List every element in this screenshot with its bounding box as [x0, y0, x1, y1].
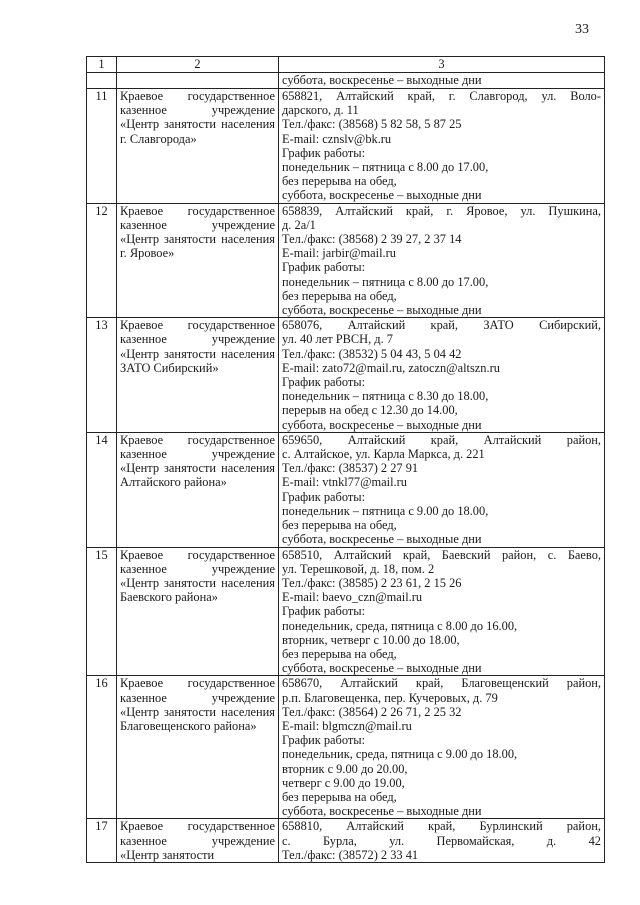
detail-line: без перерыва на обед, — [282, 789, 397, 804]
detail-line: без перерыва на обед, — [282, 288, 397, 303]
detail-line: График работы: — [282, 145, 366, 160]
detail-line: График работы: — [282, 604, 366, 619]
organizations-table — [86, 56, 605, 863]
detail-line: 658510, Алтайский край, Баевский район, с. Баево, — [282, 547, 601, 562]
detail-line: понедельник – пятница с 8.00 до 17.00, — [282, 274, 489, 289]
detail-line: E-mail: baevo_czn@mail.ru — [282, 590, 423, 605]
detail-line: Тел./факс: (38537) 2 27 91 — [282, 461, 419, 476]
detail-line: Тел./факс: (38585) 2 23 61, 2 15 26 — [282, 575, 462, 590]
organization-details — [279, 89, 605, 204]
detail-line: перерыв на обед с 12.30 до 14.00, — [282, 403, 458, 418]
organization-details — [279, 432, 605, 547]
detail-line: График работы: — [282, 260, 366, 275]
detail-line: вторник, четверг с 10.00 до 18.00, — [282, 632, 460, 647]
detail-line: р.п. Благовещенка, пер. Кучеровых, д. 79 — [282, 690, 498, 705]
row-number: 16 — [87, 676, 117, 819]
detail-line: понедельник, среда, пятница с 8.00 до 16.00, — [282, 618, 518, 633]
detail-line: понедельник – пятница с 8.30 до 18.00, — [282, 389, 489, 404]
detail-line: ул. 40 лет РВСН, д. 7 — [282, 332, 393, 347]
detail-line: График работы: — [282, 375, 366, 390]
header-col-details: 3 — [279, 57, 605, 73]
table-row — [87, 547, 605, 676]
organization-name: Краевое государственное казенное учреждение «Центр занятости населения г. Славгорода» — [117, 89, 279, 204]
organization-name: Краевое государственное казенное учреждение «Центр занятости населения Благовещенского района» — [117, 676, 279, 819]
detail-line: дарского, д. 11 — [282, 103, 359, 118]
table-row — [87, 676, 605, 819]
detail-line: понедельник – пятница с 9.00 до 18.00, — [282, 503, 489, 518]
detail-line: Тел./факс: (38532) 5 04 43, 5 04 42 — [282, 346, 462, 361]
detail-line: Тел./факс: (38568) 2 39 27, 2 37 14 — [282, 232, 462, 247]
organization-name: Краевое государственное казенное учреждение «Центр занятости населения Баевского района» — [117, 547, 279, 676]
detail-line: д. 2а/1 — [282, 217, 316, 232]
row-number: 11 — [87, 89, 117, 204]
header-col-name: 2 — [117, 57, 279, 73]
row-number: 12 — [87, 203, 117, 318]
detail-line: 658810, Алтайский край, Бурлинский район, — [282, 819, 601, 834]
detail-line: 658839, Алтайский край, г. Яровое, ул. Пушкина, — [282, 203, 601, 218]
organization-name: Краевое государственное казенное учреждение «Центр занятости — [117, 819, 279, 863]
table-row — [87, 203, 605, 318]
detail-line: суббота, воскресенье – выходные дни — [282, 188, 482, 203]
detail-line: с. Алтайское, ул. Карла Маркса, д. 221 — [282, 447, 485, 462]
detail-line: Тел./факс: (38564) 2 26 71, 2 25 32 — [282, 704, 462, 719]
table-row — [87, 819, 605, 863]
row-number: 15 — [87, 547, 117, 676]
detail-line: вторник с 9.00 до 20.00, — [282, 761, 408, 776]
continuation-name-cell — [117, 73, 279, 89]
continuation-row — [87, 73, 605, 89]
organization-details — [279, 318, 605, 433]
table-row — [87, 318, 605, 433]
detail-line: E-mail: zato72@mail.ru, zatoczn@altszn.ru — [282, 360, 500, 375]
table-row — [87, 432, 605, 547]
detail-line: суббота, воскресенье – выходные дни — [282, 804, 482, 819]
organization-details — [279, 676, 605, 819]
detail-line: E-mail: blgmczn@mail.ru — [282, 718, 412, 733]
continuation-num-cell — [87, 73, 117, 89]
detail-line: четверг с 9.00 до 19.00, — [282, 775, 405, 790]
detail-line: с. Бурла, ул. Первомайская, д. 42 — [282, 833, 601, 848]
detail-line: без перерыва на обед, — [282, 646, 397, 661]
detail-line: График работы: — [282, 489, 366, 504]
detail-line: суббота, воскресенье – выходные дни — [282, 303, 482, 318]
detail-line: без перерыва на обед, — [282, 174, 397, 189]
detail-line: 659650, Алтайский край, Алтайский район, — [282, 432, 601, 447]
detail-line: суббота, воскресенье – выходные дни — [282, 532, 482, 547]
header-col-number: 1 — [87, 57, 117, 73]
detail-line: 658821, Алтайский край, г. Славгород, ул. Воло- — [282, 89, 601, 103]
table-header-row — [87, 57, 605, 73]
detail-line: E-mail: cznslv@bk.ru — [282, 131, 392, 146]
organization-name: Краевое государственное казенное учреждение «Центр занятости населения г. Яровое» — [117, 203, 279, 318]
row-number: 13 — [87, 318, 117, 433]
detail-line: Тел./факс: (38572) 2 33 41 — [282, 847, 419, 862]
detail-line: суббота, воскресенье – выходные дни — [282, 417, 482, 432]
page-number: 33 — [575, 22, 589, 37]
organization-name: Краевое государственное казенное учреждение «Центр занятости населения ЗАТО Сибирский» — [117, 318, 279, 433]
table-row — [87, 89, 605, 204]
organization-name: Краевое государственное казенное учреждение «Центр занятости населения Алтайского района» — [117, 432, 279, 547]
detail-line: E-mail: jarbir@mail.ru — [282, 246, 396, 261]
detail-line: E-mail: vtnkl77@mail.ru — [282, 475, 407, 490]
detail-line: Тел./факс: (38568) 5 82 58, 5 87 25 — [282, 117, 462, 132]
organization-details — [279, 547, 605, 676]
continuation-text: суббота, воскресенье – выходные дни — [279, 73, 605, 89]
detail-line: без перерыва на обед, — [282, 518, 397, 533]
detail-line: понедельник, среда, пятница с 9.00 до 18.00, — [282, 747, 518, 762]
detail-line: График работы: — [282, 733, 366, 748]
row-number: 17 — [87, 819, 117, 863]
detail-line: 658670, Алтайский край, Благовещенский район, — [282, 676, 601, 691]
detail-line: 658076, Алтайский край, ЗАТО Сибирский, — [282, 318, 601, 333]
row-number: 14 — [87, 432, 117, 547]
organization-details — [279, 203, 605, 318]
organization-details — [279, 819, 605, 863]
detail-line: суббота, воскресенье – выходные дни — [282, 661, 482, 676]
detail-line: ул. Терешковой, д. 18, пом. 2 — [282, 561, 435, 576]
detail-line: понедельник – пятница с 8.00 до 17.00, — [282, 160, 489, 175]
